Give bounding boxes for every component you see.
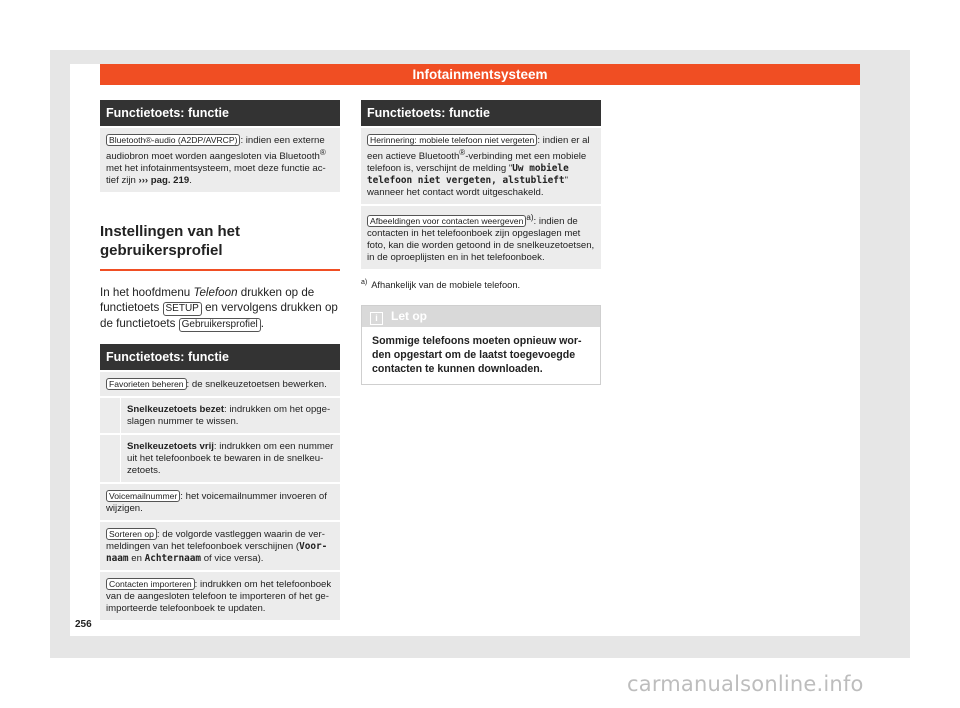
instruction-paragraph: In het hoofdmenu Telefoon drukken op de functietoets SETUP en vervolgens drukken op de functietoets Gebruikersprofiel . xyxy=(100,286,338,331)
function-key-bluetooth-audio[interactable]: Bluetooth®-audio (A2DP/AVRCP) xyxy=(106,134,240,146)
table-row: Favorieten beheren : de snelkeuzetoetsen bewerken. xyxy=(100,372,340,396)
table-row: Bluetooth®-audio (A2DP/AVRCP) : indien een externe audiobron moet worden aangesloten via Bluetooth® met het infotainmentsysteem, moet deze functie actief zijn ››› pag. 219. xyxy=(100,128,340,192)
note-title: Let op xyxy=(391,309,427,324)
section-title: Instellingen van het gebruikersprofiel xyxy=(100,222,340,271)
function-key-contact-pictures[interactable]: Afbeeldingen voor contacten weergeven xyxy=(367,215,526,227)
table-row: Contacten importeren : indrukken om het telefoonboek van de aangesloten telefoon te importeren of het geimporteerde telefoonboek te updaten. xyxy=(100,572,340,620)
function-table-profile xyxy=(100,344,340,620)
table-header: Functietoets: functie xyxy=(100,100,340,126)
right-column xyxy=(361,100,601,385)
table-row: Herinnering: mobiele telefoon niet vergeten : indien er al een actieve Bluetooth®-verbinding met een mobiele telefoon is, verschijnt de melding "Uw mobiele telefoon niet vergeten, alstublieft" wanneer het contact wordt uitgeschakeld. xyxy=(361,128,601,204)
function-key-voicemail[interactable]: Voicemailnummer xyxy=(106,490,180,502)
footnote: $^{a)}$ Afhankelijk van de mobiele telefoon. xyxy=(361,279,521,291)
watermark: carmanualsonline.info xyxy=(627,672,864,696)
function-key-favorites[interactable]: Favorieten beheren xyxy=(106,378,187,390)
note-body: Sommige telefoons moeten opnieuw worden opgestart om de laatst toegevoegde contacten te kunnen downloaden. xyxy=(372,335,582,376)
page-number: 256 xyxy=(75,619,92,630)
note-header xyxy=(362,306,600,327)
table-row: Sorteren op : de volgorde vastleggen waarin de vermeldingen van het telefoonboek verschijnen (Voornaam en Achternaam of vice versa). xyxy=(100,522,340,570)
chapter-title: Infotainmentsysteem xyxy=(412,67,548,82)
info-icon: i xyxy=(370,312,383,325)
function-key-reminder[interactable]: Herinnering: mobiele telefoon niet vergeten xyxy=(367,134,537,146)
note-box xyxy=(361,305,601,385)
table-row: Voicemailnummer : het voicemailnummer invoeren of wijzigen. xyxy=(100,484,340,520)
page-reference-link[interactable]: ››› pag. 219 xyxy=(138,175,190,187)
table-subrow: Snelkeuzetoets vrij: indrukken om een nummer uit het telefoonboek te bewaren in de snelkeuzetoets. xyxy=(100,435,340,482)
table-subrow: Snelkeuzetoets bezet: indrukken om het opgeslagen nummer te wissen. xyxy=(100,398,340,433)
function-key-import-contacts[interactable]: Contacten importeren xyxy=(106,578,195,590)
left-column xyxy=(100,100,340,620)
table-row: Afbeeldingen voor contacten weergeven $^{a)}$: indien de contacten in het telefoonboek zijn opgeslagen met foto, kan die worden getoond in de snelkeuzetoetsen, in de oproeplijsten en in het telefoonboek. xyxy=(361,206,601,269)
setup-key[interactable]: SETUP xyxy=(163,302,202,316)
user-profile-key[interactable]: Gebruikersprofiel xyxy=(179,318,261,332)
function-key-sort[interactable]: Sorteren op xyxy=(106,528,157,540)
function-table-reminder xyxy=(361,100,601,269)
table-header: Functietoets: functie xyxy=(361,100,601,126)
function-table-bluetooth xyxy=(100,100,340,192)
table-header: Functietoets: functie xyxy=(100,344,340,370)
chapter-header xyxy=(100,64,860,85)
menu-name: Telefoon xyxy=(193,286,238,300)
